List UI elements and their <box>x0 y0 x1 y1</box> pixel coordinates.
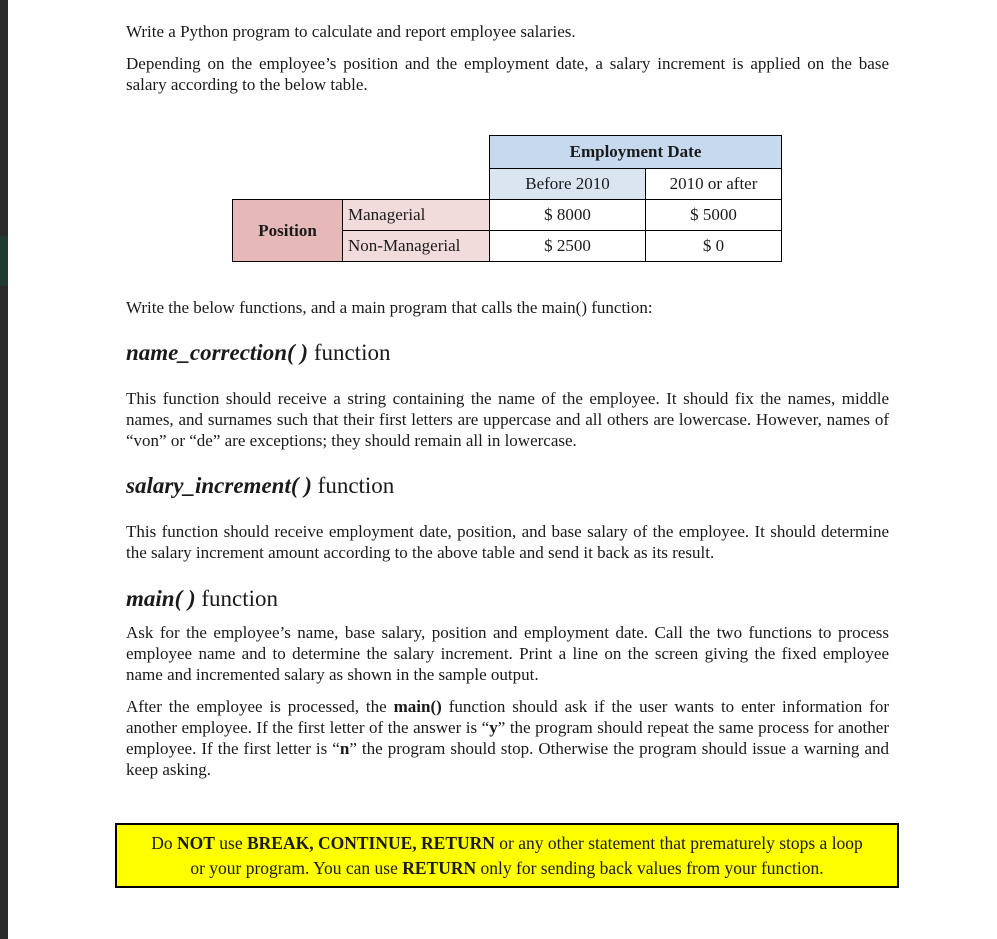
text-run: only for sending back values from your function. <box>476 858 824 878</box>
salary-increment-table <box>232 135 782 262</box>
window-edge-marker <box>0 236 8 286</box>
text-run-bold: y <box>489 718 498 737</box>
table-cell: $ 8000 <box>490 200 646 231</box>
heading-suffix: function <box>311 473 395 498</box>
text-run-bold: main() <box>393 697 442 716</box>
intro-paragraph: Depending on the employee’s position and the employment date, a salary increment is applied on the base salary according to the below table. <box>126 54 889 94</box>
function-name: salary_increment( ) <box>126 473 312 498</box>
column-header-before-2010: Before 2010 <box>490 169 646 200</box>
text-run: ” the program should stop. Otherwise the program should issue a warning and keep asking. <box>126 739 889 779</box>
text-run: function should ask if the user wants to enter information for another employee. If the first letter of the answer is “ <box>126 697 890 737</box>
text-run-bold: BREAK, CONTINUE, RETURN <box>246 833 495 853</box>
heading-suffix: function <box>195 586 279 611</box>
text-run: ” the program should repeat the same process for another employee. If the first letter is “ <box>126 718 889 758</box>
main-function-paragraph-2 <box>126 696 889 780</box>
employment-date-header: Employment Date <box>490 136 782 169</box>
table-cell: $ 2500 <box>490 231 646 262</box>
window-left-edge <box>0 0 8 939</box>
text-run: or your program. You can use <box>190 858 403 878</box>
text-run: Do <box>151 833 177 853</box>
text-run: After the employee is processed, the <box>126 697 394 716</box>
main-function-heading <box>126 585 278 613</box>
text-run: or any other statement that prematurely stops a loop <box>494 833 863 853</box>
salary-increment-heading <box>126 472 394 500</box>
function-name: name_correction( ) <box>126 340 309 365</box>
text-run-bold: NOT <box>176 833 215 853</box>
table-cell: $ 0 <box>646 231 782 262</box>
row-label-non-managerial: Non-Managerial <box>343 231 490 262</box>
salary-increment-text: This function should receive employment date, position, and base salary of the employee. It should determine the salary increment amount according to the above table and send it back as its result. <box>126 522 889 562</box>
heading-suffix: function <box>308 340 391 365</box>
function-name: main( ) <box>126 586 196 611</box>
text-run-bold: RETURN <box>402 858 477 878</box>
table-corner <box>233 136 490 169</box>
row-label-managerial: Managerial <box>343 200 490 231</box>
table-cell: $ 5000 <box>646 200 782 231</box>
text-run-bold: n <box>339 739 350 758</box>
column-header-2010-or-after: 2010 or after <box>646 169 782 200</box>
main-function-paragraph-1: Ask for the employee’s name, base salary, position and employment date. Call the two functions to process employee name and to determine the salary increment. Print a line on the screen giving the fixed employee name and incremented salary as shown in the sample output. <box>126 623 889 684</box>
table-corner <box>233 169 490 200</box>
name-correction-heading <box>126 339 390 367</box>
name-correction-text: This function should receive a string containing the name of the employee. It should fix the names, middle names, and surnames such that their first letters are uppercase and all others are lowercase. However, names of “von” or “de” are exceptions; they should remain all in lowercase. <box>126 389 889 450</box>
text-run: use <box>214 833 247 853</box>
warning-line-1 <box>117 831 897 856</box>
intro-line: Write a Python program to calculate and report employee salaries. <box>126 22 576 41</box>
warning-box <box>115 823 899 888</box>
warning-line-2 <box>117 856 897 881</box>
functions-intro: Write the below functions, and a main program that calls the main() function: <box>126 298 653 317</box>
position-row-header: Position <box>233 200 343 262</box>
